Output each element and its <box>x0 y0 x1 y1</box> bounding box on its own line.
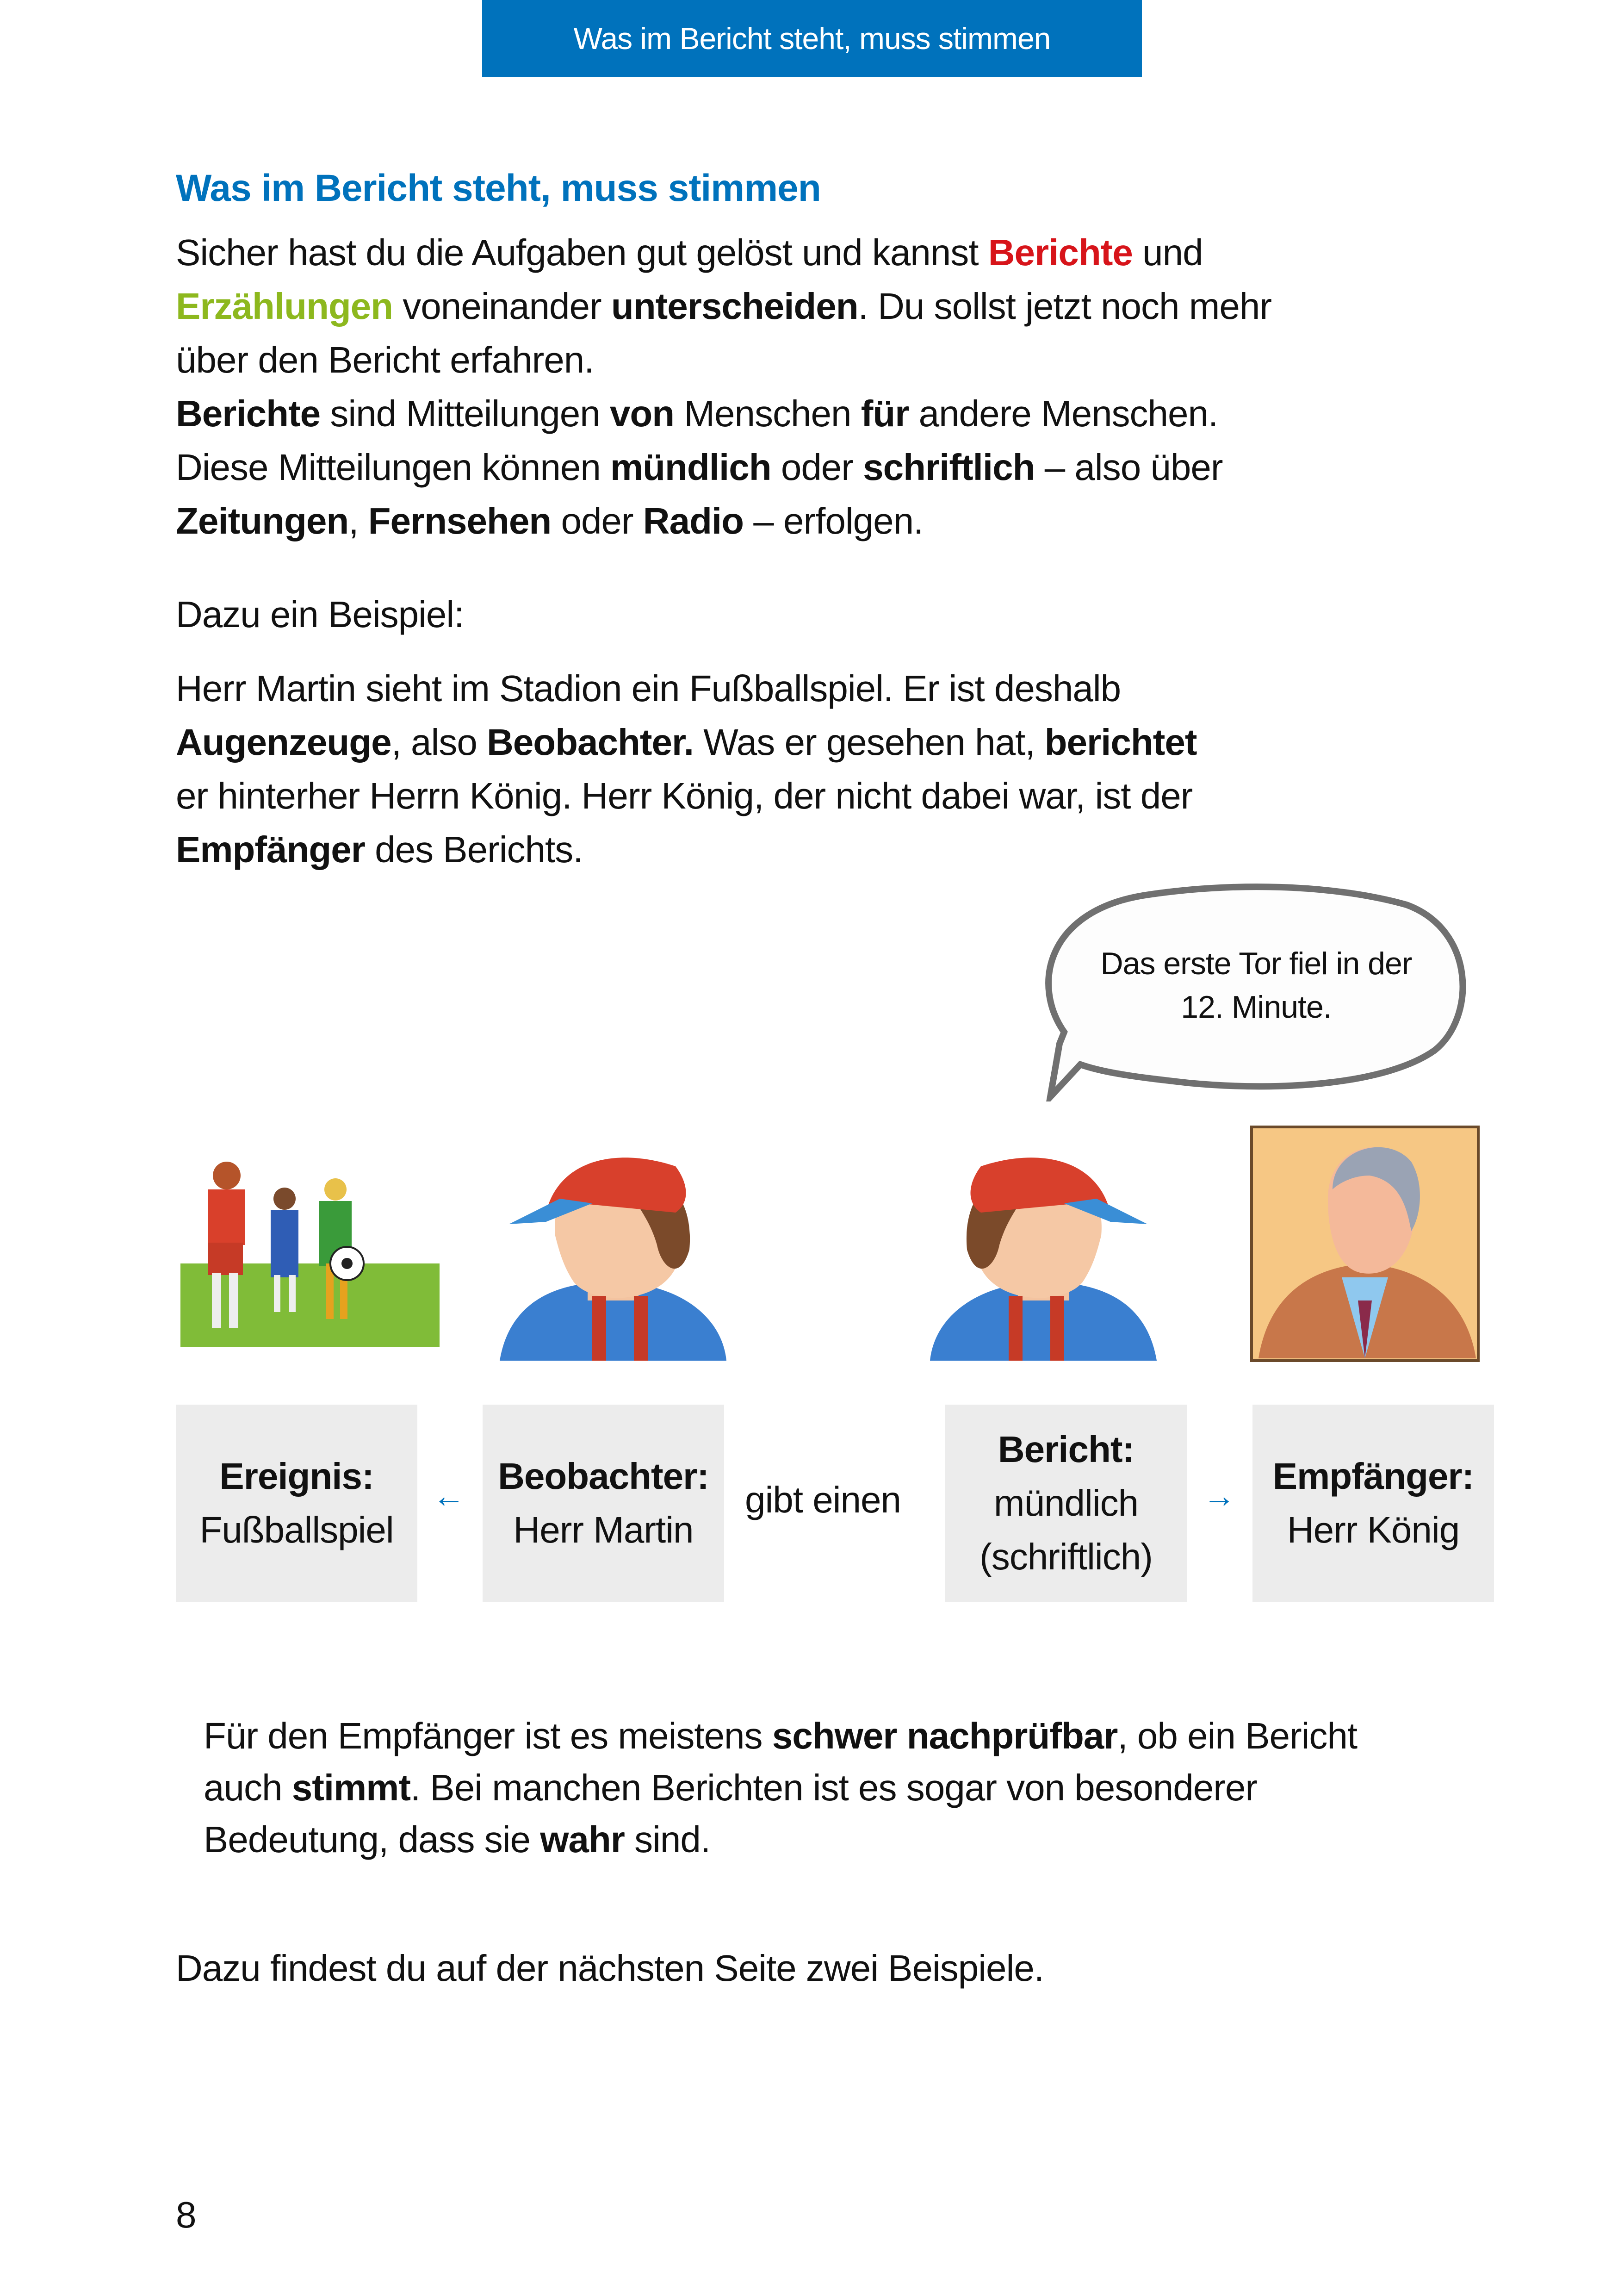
bericht-value-1: mündlich <box>993 1482 1139 1524</box>
football-match-illustration <box>171 1125 449 1356</box>
page-number: 8 <box>176 2194 197 2235</box>
bericht-label: Bericht: <box>998 1429 1134 1470</box>
intro-paragraph: Sicher hast du die Aufgaben gut gelöst und kannst Berichte und Erzählungen voneinander unterscheiden. Du sollst jetzt noch mehr über den Bericht erfahren. Berichte sind Mitteilungen von Menschen für andere Menschen. Diese Mitteilungen können mündlich oder schriftlich – also über Zeitungen, Fernsehen oder Radio – erfolgen. <box>176 232 1272 541</box>
empfaenger-label: Empfänger: <box>1272 1456 1474 1497</box>
empfaenger-value: Herr König <box>1287 1509 1460 1550</box>
running-header-title: Was im Bericht steht, muss stimmen <box>573 21 1051 56</box>
empfaenger-box <box>1252 1405 1494 1602</box>
closing-sentence: Dazu findest du auf der nächsten Seite zwei Beispiele. <box>176 1948 1044 1989</box>
ereignis-label: Ereignis: <box>219 1456 374 1497</box>
beobachter-box <box>483 1405 724 1602</box>
note-paragraph: Für den Empfänger ist es meistens schwer nachprüfbar, ob ein Bericht auch stimmt. Bei manchen Berichten ist es sogar von besonderer Bedeutung, dass sie wahr sind. <box>204 1715 1358 1860</box>
herr-martin-speaking-illustration <box>916 1129 1175 1365</box>
herr-martin-illustration <box>481 1129 740 1365</box>
beobachter-value: Herr Martin <box>513 1509 694 1550</box>
bericht-box <box>945 1405 1187 1602</box>
herr-koenig-illustration <box>1249 1125 1481 1363</box>
beobachter-label: Beobachter: <box>498 1456 709 1497</box>
arrow-left-icon: ← <box>433 1478 465 1514</box>
arrow-right-icon: → <box>1203 1478 1235 1514</box>
running-header <box>482 0 1142 77</box>
speech-bubble-text: Das erste Tor fiel in der 12. Minute. <box>1100 946 1412 1025</box>
example-intro: Dazu ein Beispiel: <box>176 594 464 635</box>
example-paragraph: Herr Martin sieht im Stadion ein Fußballspiel. Er ist deshalb Augenzeuge, also Beobachter. Was er gesehen hat, berichtet er hinterher Herrn König. Herr König, der nicht dabei war, ist der Empfänger des Berichts. <box>176 668 1197 870</box>
term-erzaehlungen: Erzählungen <box>176 286 393 327</box>
bericht-value-2: (schriftlich) <box>979 1536 1153 1577</box>
ereignis-box <box>176 1405 417 1602</box>
connector-text: gibt einen <box>745 1479 901 1520</box>
ereignis-value: Fußballspiel <box>199 1509 394 1550</box>
term-berichte: Berichte <box>988 232 1133 273</box>
speech-bubble <box>1036 879 1476 1101</box>
page-title: Was im Bericht steht, muss stimmen <box>176 167 821 209</box>
